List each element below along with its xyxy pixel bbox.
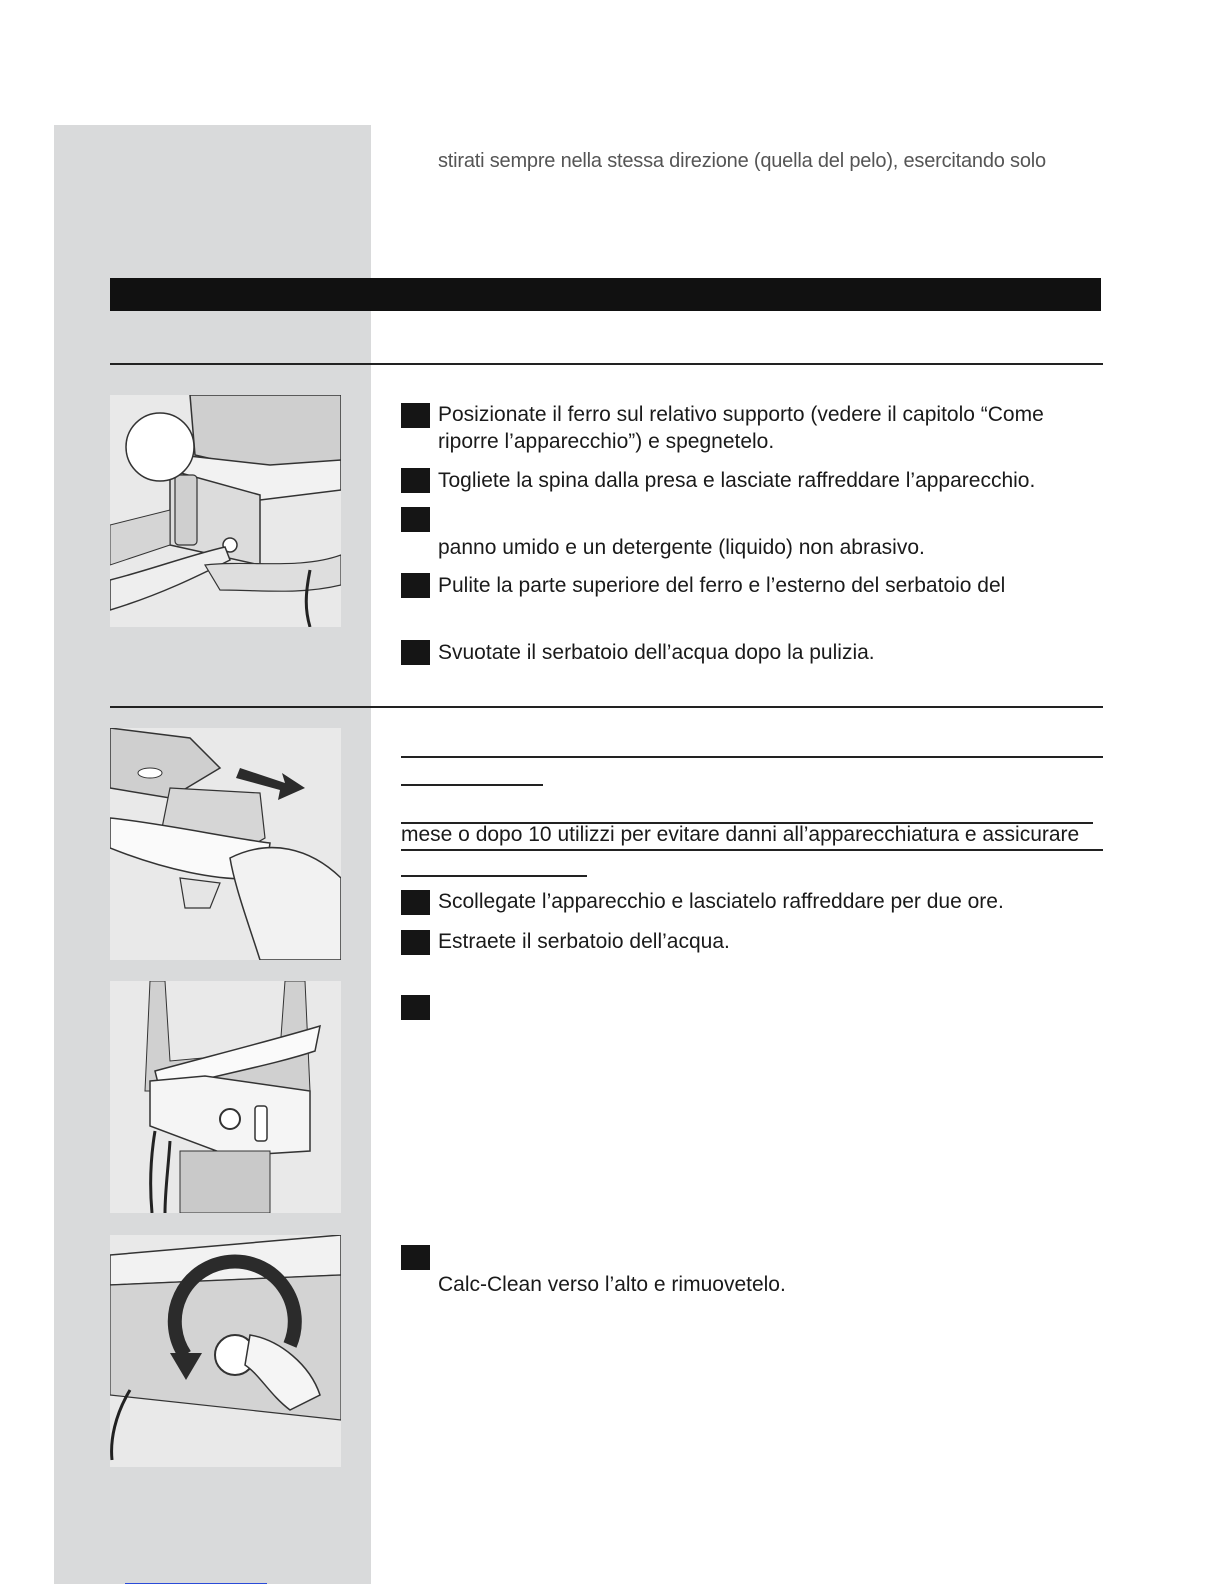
step-marker [401,640,430,665]
iron-power-button-illustration [110,395,341,627]
calc-step-4-line2: Calc-Clean verso l’alto e rimuovetelo. [438,1273,786,1296]
cleaning-step-5-line1: Svuotate il serbatoio dell’acqua dopo la pulizia. [438,641,875,664]
step-marker [401,890,430,915]
step-marker [401,995,430,1020]
section-divider-calc [110,706,1103,708]
remove-water-tank-illustration [110,728,341,960]
step-marker [401,403,430,428]
cleaning-step-4-line1: Pulite la parte superiore del ferro e l’esterno del serbatoio del [438,574,1006,597]
figure-iron-power-button [110,395,341,627]
step-marker [401,1245,430,1270]
cleaning-step-1-line1: Posizionate il ferro sul relativo supporto (vedere il capitolo “Come [438,403,1044,426]
step-marker [401,468,430,493]
calc-note-line: mese o dopo 10 utilizzi per evitare danni all’apparecchiatura e assicurare [401,823,1080,846]
unscrew-calc-clean-knob-illustration [110,1235,341,1467]
note-underline [401,875,587,877]
heading-underline [401,784,543,786]
cleaning-step-3-line2: panno umido e un detergente (liquido) non abrasivo. [438,536,925,559]
intro-text: stirati sempre nella stessa direzione (quella del pelo), esercitando solo [438,150,1046,172]
step-marker [401,507,430,532]
figure-shake-base [110,981,341,1213]
section-divider-cleaning [110,363,1103,365]
calc-step-2-line1: Estraete il serbatoio dell’acqua. [438,930,730,953]
figure-remove-water-tank [110,728,341,960]
cleaning-step-1-line2: riporre l’apparecchio”) e spegnetelo. [438,430,775,453]
section-header-bar [110,278,1101,311]
shake-base-illustration [110,981,341,1213]
step-marker [401,930,430,955]
cleaning-step-2-line1: Togliete la spina dalla presa e lasciate raffreddare l’apparecchio. [438,469,1036,492]
step-marker [401,573,430,598]
heading-underline [401,756,1103,758]
calc-step-1-line1: Scollegate l’apparecchio e lasciatelo raffreddare per due ore. [438,890,1004,913]
note-underline [401,849,1103,851]
figure-unscrew-calc-clean-knob [110,1235,341,1467]
